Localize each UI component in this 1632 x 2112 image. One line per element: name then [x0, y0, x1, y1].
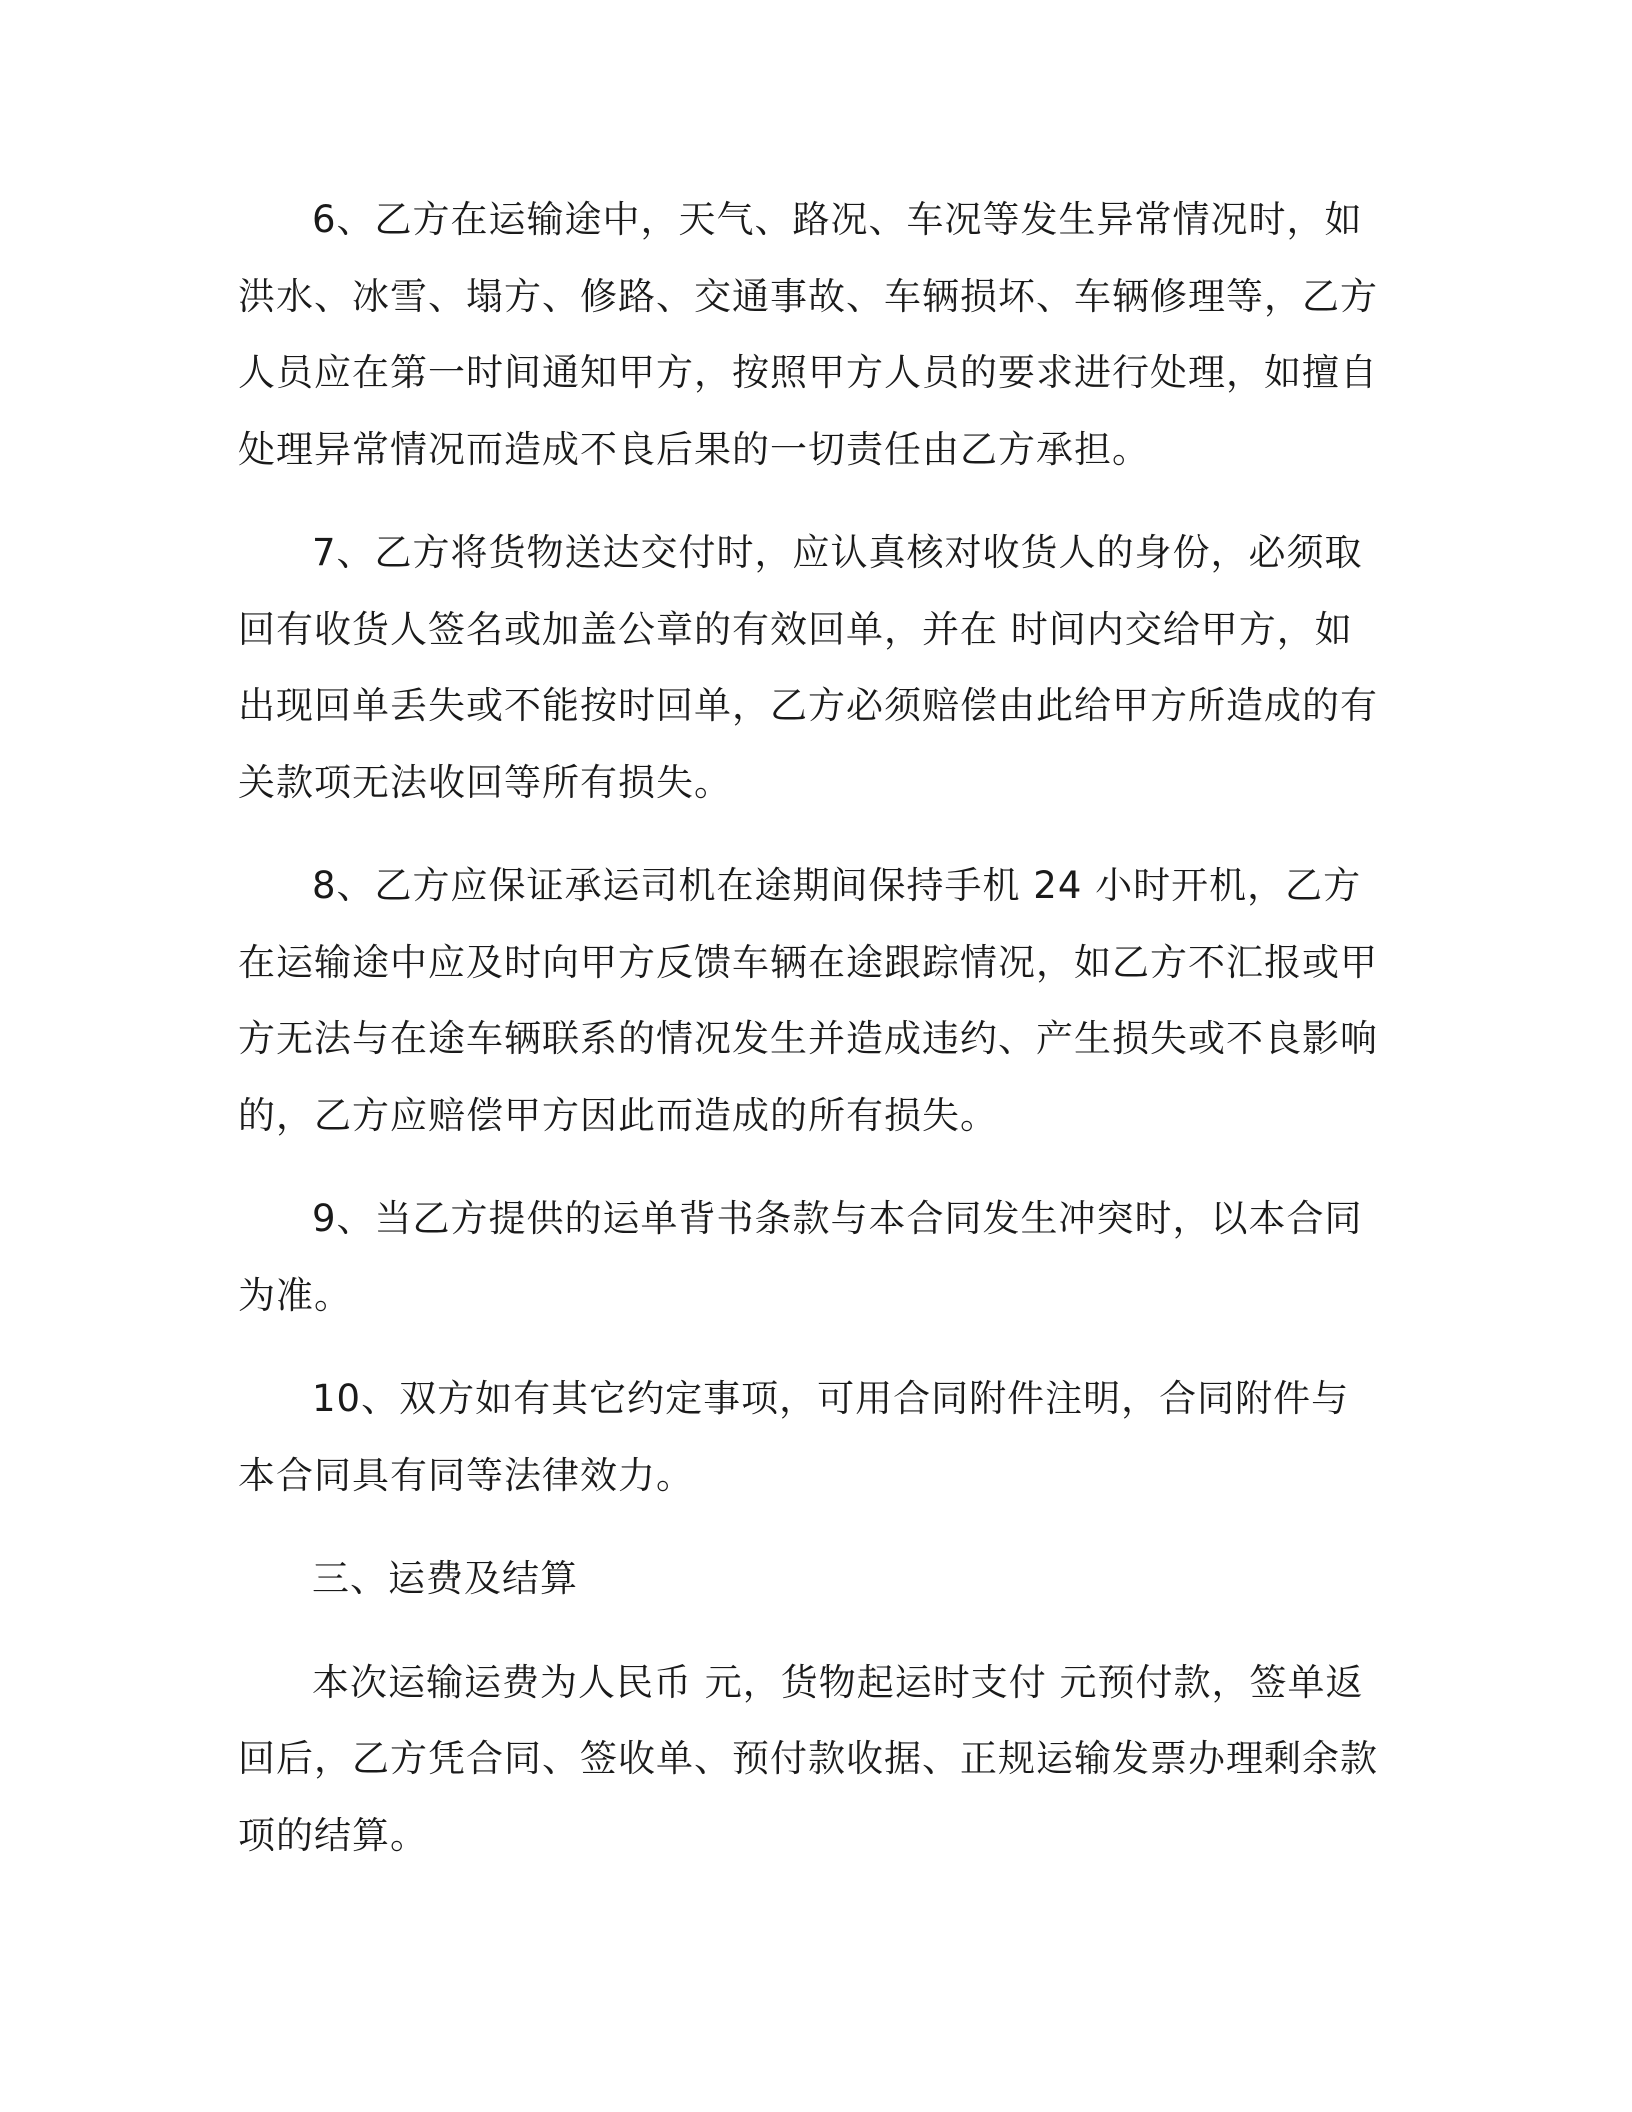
document-body: [238, 182, 1386, 1901]
clause-6: 6、乙方在运输途中，天气、路况、车况等发生异常情况时，如洪水、冰雪、塌方、修路、交通事故、车辆损坏、车辆修理等，乙方人员应在第一时间通知甲方，按照甲方人员的要求进行处理，如擅自处理异常情况而造成不良后果的一切责任由乙方承担。: [238, 198, 1378, 471]
clause-8: 8、乙方应保证承运司机在途期间保持手机 24 小时开机，乙方在运输途中应及时向甲方反馈车辆在途跟踪情况，如乙方不汇报或甲方无法与在途车辆联系的情况发生并造成违约、产生损失或不良影响的，乙方应赔偿甲方因此而造成的所有损失。: [238, 864, 1378, 1137]
section-heading-freight-settlement: 三、运费及结算: [312, 1557, 578, 1600]
clause-10: 10、双方如有其它约定事项，可用合同附件注明，合同附件与本合同具有同等法律效力。: [238, 1377, 1350, 1497]
freight-settlement-text: 本次运输运费为人民币 元，货物起运时支付 元预付款，签单返回后，乙方凭合同、签收单、预付款收据、正规运输发票办理剩余款项的结算。: [238, 1660, 1378, 1857]
clause-9: 9、当乙方提供的运单背书条款与本合同发生冲突时，以本合同为准。: [238, 1197, 1363, 1317]
clause-7: 7、乙方将货物送达交付时，应认真核对收货人的身份，必须取回有收货人签名或加盖公章的有效回单，并在 时间内交给甲方，如出现回单丢失或不能按时回单，乙方必须赔偿由此给甲方所造成的有关款项无法收回等所有损失。: [238, 531, 1378, 804]
